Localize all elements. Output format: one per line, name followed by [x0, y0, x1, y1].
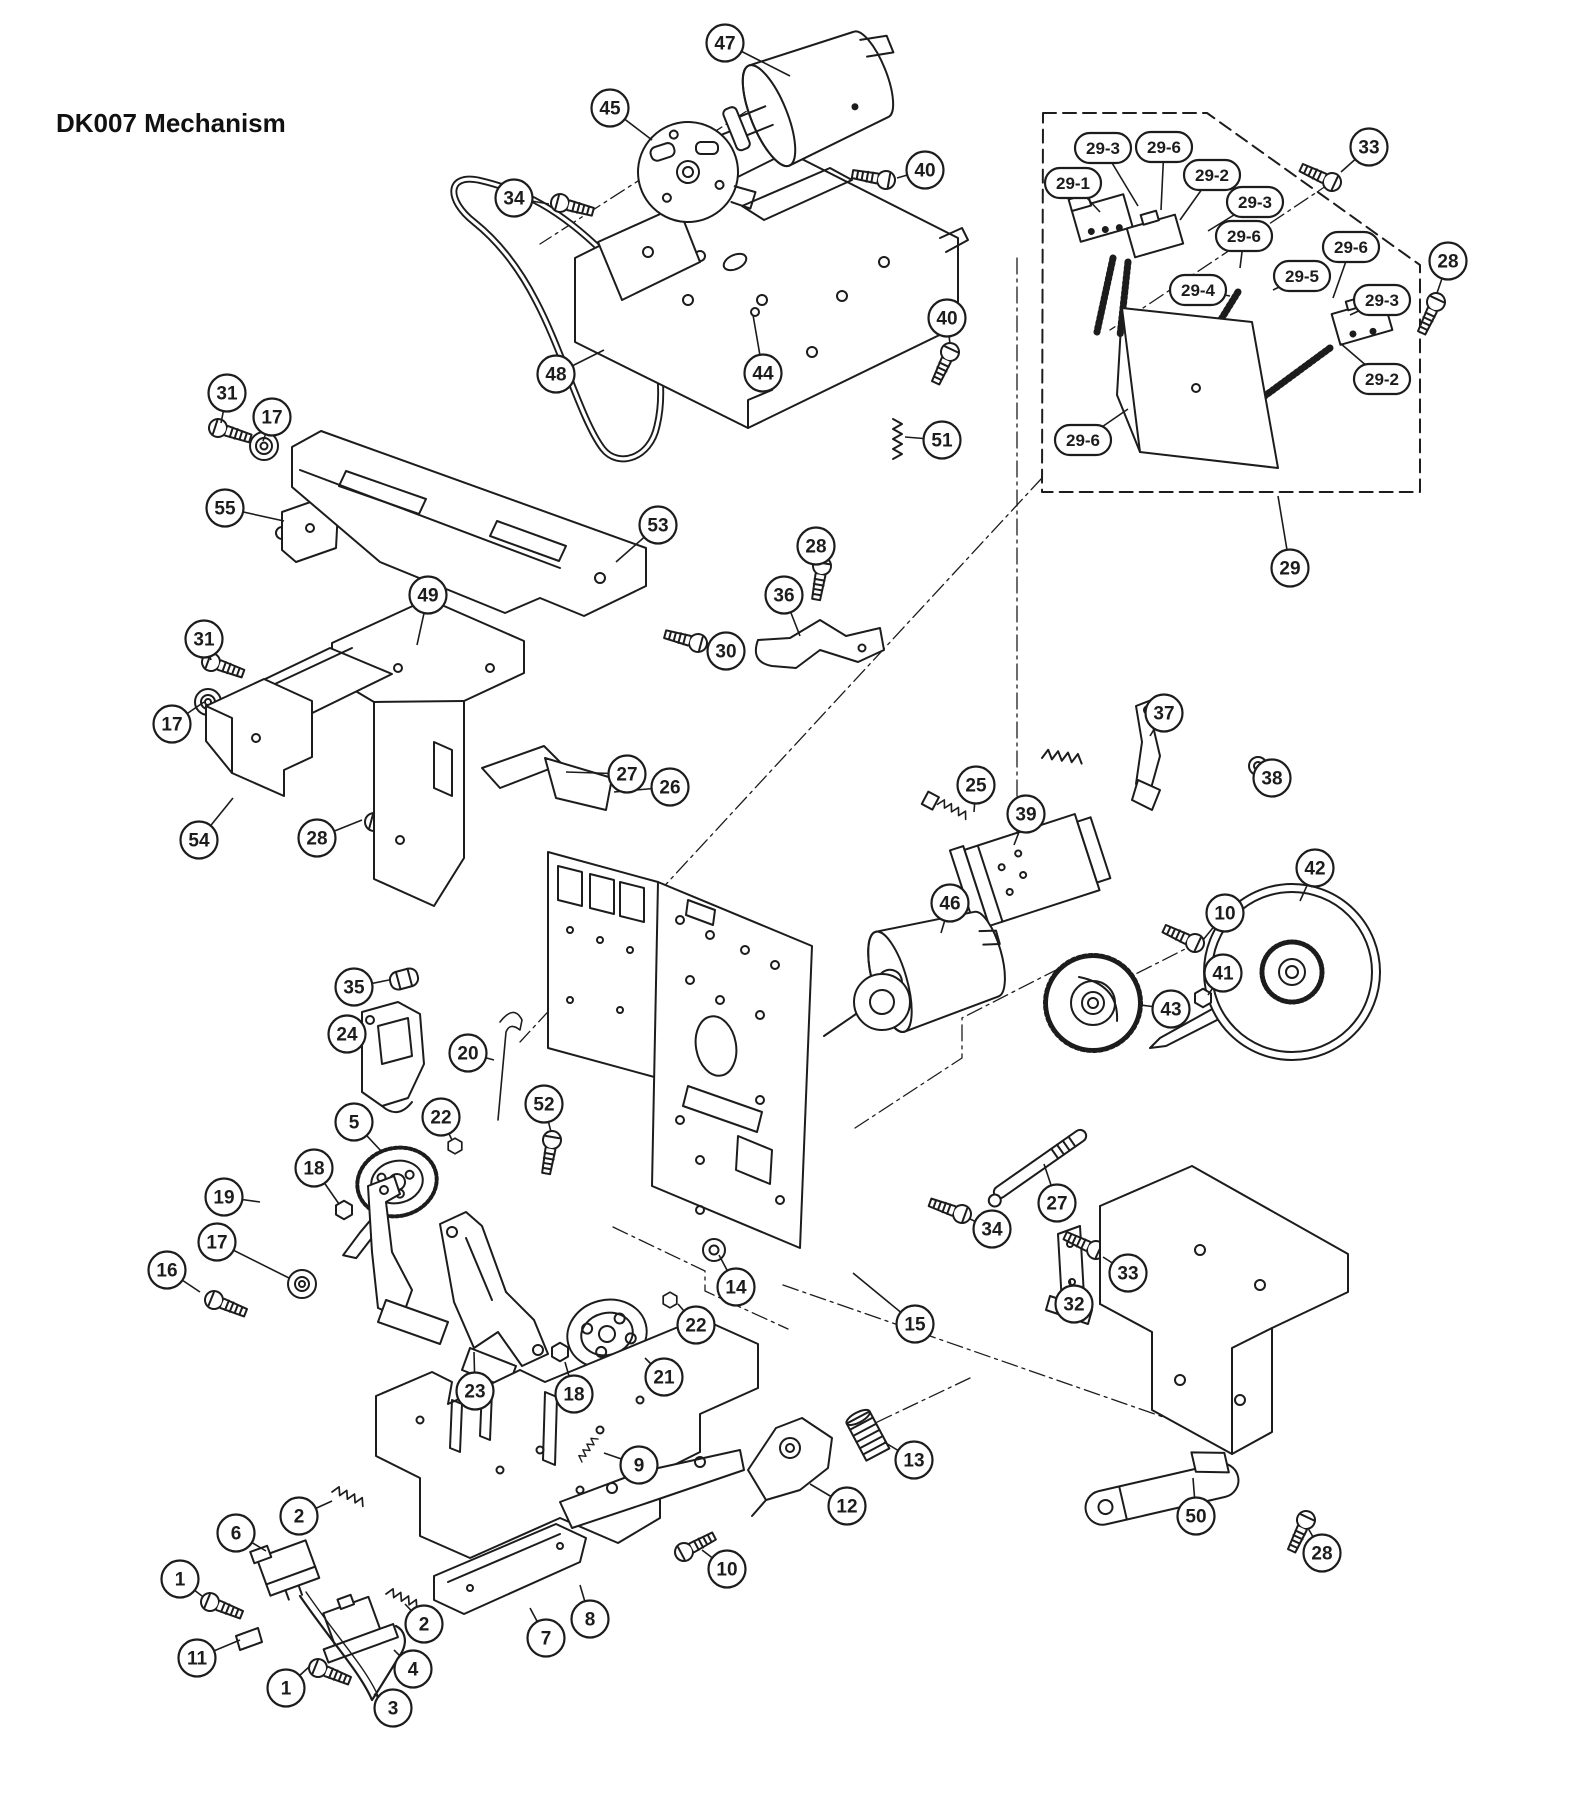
- callout-label: 29-1: [1055, 174, 1091, 193]
- callout-label: 17: [261, 407, 283, 429]
- callout-27: [1039, 1185, 1076, 1222]
- callout-label: 42: [1304, 858, 1326, 880]
- callout-label: 24: [336, 1024, 358, 1046]
- callout-label: 40: [936, 308, 958, 330]
- callout-label: 33: [1358, 137, 1380, 159]
- callout-label: 3: [387, 1698, 399, 1720]
- callout-label: 38: [1261, 768, 1283, 790]
- callout-36: [766, 577, 803, 614]
- callout-label: 48: [545, 364, 567, 386]
- callout-28: [1430, 243, 1467, 280]
- callout-52: [526, 1086, 563, 1123]
- callout-label: 29-5: [1284, 267, 1320, 286]
- callout-label: 28: [306, 828, 328, 850]
- callout-25: [958, 767, 995, 804]
- callout-label: 15: [904, 1314, 926, 1336]
- callout-label: 18: [563, 1384, 585, 1406]
- callout-label: 10: [716, 1559, 738, 1581]
- callout-27: [609, 756, 646, 793]
- callout-label: 45: [599, 98, 621, 120]
- callout-22: [423, 1099, 460, 1136]
- callout-label: 26: [659, 777, 681, 799]
- callout-48: [538, 356, 575, 393]
- callout-29-4: [1170, 275, 1226, 305]
- callout-label: 29-3: [1364, 291, 1400, 310]
- callout-29-6: [1055, 425, 1111, 455]
- callout-51: [924, 422, 961, 459]
- callout-45: [592, 90, 629, 127]
- callout-label: 29-6: [1333, 238, 1369, 257]
- callout-label: 2: [293, 1506, 305, 1528]
- callout-29: [1272, 550, 1309, 587]
- callout-34: [974, 1211, 1011, 1248]
- callout-39: [1008, 796, 1045, 833]
- callout-47: [707, 25, 744, 62]
- callout-40: [907, 152, 944, 189]
- callout-26: [652, 769, 689, 806]
- callout-label: 41: [1212, 963, 1234, 985]
- callout-label: 34: [981, 1219, 1003, 1241]
- callout-label: 1: [174, 1569, 186, 1591]
- callout-label: 29: [1279, 558, 1301, 580]
- callout-29-1: [1045, 168, 1101, 198]
- callout-18: [296, 1150, 333, 1187]
- callout-3: [375, 1690, 412, 1727]
- callout-label: 29-6: [1146, 138, 1182, 157]
- callout-32: [1056, 1286, 1093, 1323]
- callout-38: [1254, 760, 1291, 797]
- callout-29-2: [1354, 364, 1410, 394]
- callout-29-2: [1184, 160, 1240, 190]
- callout-label: 27: [616, 764, 638, 786]
- callout-31: [186, 621, 223, 658]
- callout-4: [395, 1651, 432, 1688]
- callout-label: 1: [280, 1678, 292, 1700]
- callout-label: 17: [206, 1232, 228, 1254]
- callout-11: [179, 1640, 216, 1677]
- callout-label: 6: [230, 1523, 242, 1545]
- callout-label: 4: [407, 1659, 419, 1681]
- callout-label: 27: [1046, 1193, 1068, 1215]
- callout-label: 46: [939, 893, 961, 915]
- callout-label: 36: [773, 585, 795, 607]
- callout-label: 51: [931, 430, 953, 452]
- callout-29-6: [1323, 232, 1379, 262]
- callout-44: [745, 355, 782, 392]
- callout-37: [1146, 695, 1183, 732]
- callout-label: 13: [903, 1450, 925, 1472]
- callout-18: [556, 1376, 593, 1413]
- callout-12: [829, 1488, 866, 1525]
- callout-label: 22: [685, 1315, 707, 1337]
- callout-label: 21: [653, 1367, 675, 1389]
- callout-label: 40: [914, 160, 936, 182]
- callout-23: [457, 1373, 494, 1410]
- callout-24: [329, 1016, 366, 1053]
- callout-43: [1153, 991, 1190, 1028]
- callout-46: [932, 885, 969, 922]
- callout-2: [281, 1498, 318, 1535]
- callout-28: [299, 820, 336, 857]
- callout-label: 5: [348, 1112, 360, 1134]
- callout-label: 29-3: [1085, 139, 1121, 158]
- callout-label: 29-6: [1226, 227, 1262, 246]
- callout-label: 34: [503, 188, 525, 210]
- callout-29-6: [1216, 221, 1272, 251]
- callout-29-6: [1136, 132, 1192, 162]
- callout-label: 35: [343, 977, 365, 999]
- callout-5: [336, 1104, 373, 1141]
- callout-9: [621, 1447, 658, 1484]
- callout-label: 18: [303, 1158, 325, 1180]
- callout-label: 49: [417, 585, 439, 607]
- callout-50: [1178, 1498, 1215, 1535]
- callout-8: [572, 1601, 609, 1638]
- callout-label: 29-2: [1194, 166, 1230, 185]
- callout-label: 8: [584, 1609, 596, 1631]
- callout-label: 25: [965, 775, 987, 797]
- callout-29-3: [1075, 133, 1131, 163]
- callout-21: [646, 1359, 683, 1396]
- callout-29-3: [1227, 187, 1283, 217]
- callout-label: 2: [418, 1614, 430, 1636]
- callout-label: 31: [216, 383, 238, 405]
- callout-35: [336, 969, 373, 1006]
- page-title: DK007 Mechanism: [56, 108, 286, 138]
- callout-13: [896, 1442, 933, 1479]
- callout-label: 29-3: [1237, 193, 1273, 212]
- callout-label: 9: [633, 1455, 645, 1477]
- callout-1: [268, 1670, 305, 1707]
- callout-1: [162, 1561, 199, 1598]
- callout-41: [1205, 955, 1242, 992]
- callout-label: 29-4: [1180, 281, 1216, 300]
- callout-16: [149, 1252, 186, 1289]
- callout-label: 53: [647, 515, 669, 537]
- callout-40: [929, 300, 966, 337]
- callout-label: 43: [1160, 999, 1182, 1021]
- callout-22: [678, 1307, 715, 1344]
- callout-label: 19: [213, 1187, 235, 1209]
- callout-label: 12: [836, 1496, 858, 1518]
- callout-label: 37: [1153, 703, 1175, 725]
- callout-label: 29-2: [1364, 370, 1400, 389]
- callout-33: [1110, 1255, 1147, 1292]
- callout-19: [206, 1179, 243, 1216]
- callout-28: [1304, 1535, 1341, 1572]
- callout-20: [450, 1035, 487, 1072]
- callout-label: 44: [752, 363, 774, 385]
- callout-label: 50: [1185, 1506, 1207, 1528]
- callout-7: [528, 1620, 565, 1657]
- callout-label: 22: [430, 1107, 452, 1129]
- callout-6: [218, 1515, 255, 1552]
- callout-29-5: [1274, 261, 1330, 291]
- callout-30: [708, 633, 745, 670]
- callout-33: [1351, 129, 1388, 166]
- callout-53: [640, 507, 677, 544]
- callout-17: [199, 1224, 236, 1261]
- callout-54: [181, 822, 218, 859]
- callout-label: 16: [156, 1260, 178, 1282]
- callout-label: 14: [725, 1277, 747, 1299]
- callout-28: [798, 528, 835, 565]
- callout-29-3: [1354, 285, 1410, 315]
- callout-label: 33: [1117, 1263, 1139, 1285]
- callout-14: [718, 1269, 755, 1306]
- callout-label: 29-6: [1065, 431, 1101, 450]
- callout-label: 31: [193, 629, 215, 651]
- callout-42: [1297, 850, 1334, 887]
- callout-label: 47: [714, 33, 736, 55]
- callout-label: 7: [540, 1628, 552, 1650]
- callout-10: [709, 1551, 746, 1588]
- callout-label: 28: [1311, 1543, 1333, 1565]
- callout-15: [897, 1306, 934, 1343]
- callout-label: 11: [186, 1648, 208, 1670]
- callout-label: 23: [464, 1381, 486, 1403]
- callout-10: [1207, 895, 1244, 932]
- callout-17: [254, 399, 291, 436]
- callout-label: 28: [1437, 251, 1459, 273]
- callout-label: 30: [715, 641, 737, 663]
- callout-31: [209, 375, 246, 412]
- callout-49: [410, 577, 447, 614]
- callout-55: [207, 490, 244, 527]
- callout-label: 54: [188, 830, 210, 852]
- callout-label: 17: [161, 714, 183, 736]
- callout-label: 10: [1214, 903, 1236, 925]
- callout-34: [496, 180, 533, 217]
- callout-label: 32: [1063, 1294, 1085, 1316]
- callout-17: [154, 706, 191, 743]
- callout-2: [406, 1606, 443, 1643]
- callout-label: 52: [533, 1094, 555, 1116]
- callout-label: 39: [1015, 804, 1037, 826]
- callout-label: 20: [457, 1043, 479, 1065]
- callout-label: 28: [805, 536, 827, 558]
- callout-label: 55: [214, 498, 236, 520]
